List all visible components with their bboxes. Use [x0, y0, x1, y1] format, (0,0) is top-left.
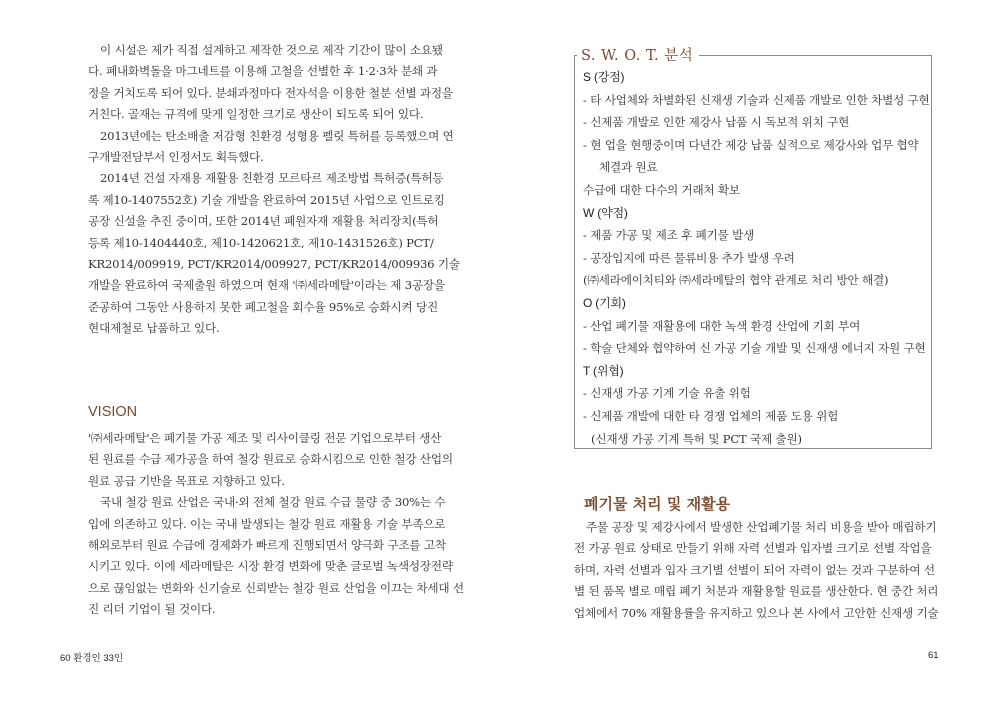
text-line: 원료 공급 기반을 목표로 지향하고 있다. [88, 473, 285, 488]
text-line: 공장 신설을 추진 중이며, 또한 2014년 폐원자재 재활용 처리장치(특허 [88, 214, 439, 229]
text-line: 정을 거치도록 되어 있다. 분쇄과정마다 전자석을 이용한 철분 선별 과정을 [88, 85, 453, 100]
swot-category-weaknesses: W (약점) [583, 205, 628, 220]
swot-note: (㈜세라에이치티와 ㈜세라메탈의 협약 관계로 처리 방안 해결) [583, 273, 889, 288]
text-line: 별 된 품목 별로 매립 폐기 처분과 재활용할 원료를 생산한다. 현 중간 처리 [574, 584, 939, 599]
text-line: 등록 제10-1404440호, 제10-1420621호, 제10-1431526호) PCT/ [88, 235, 434, 250]
swot-item-continued: 수급에 대한 다수의 거래처 확보 [583, 182, 740, 197]
text-line: 2014년 건설 자재용 재활용 친환경 모르타르 제조방법 특허증(특허등 [100, 171, 444, 186]
text-line: 현대제철로 납품하고 있다. [88, 321, 220, 336]
text-line: 시키고 있다. 이에 세라메탈은 시장 환경 변화에 맞춘 글로벌 녹색성장전략 [88, 559, 453, 574]
swot-item: - 제품 가공 및 제조 후 폐기물 발생 [583, 228, 755, 243]
text-line: 입에 의존하고 있다. 이는 국내 발생되는 철강 원료 재활용 기술 부족으로 [88, 516, 446, 531]
text-line: 전 가공 원료 상태로 만들기 위해 자력 선별과 입자별 크기로 선별 작업을 [574, 541, 932, 556]
text-line: 하며, 자력 선별과 입자 크기별 선별이 되어 자력이 없는 것과 구분하여 선 [574, 562, 935, 577]
text-line: 록 제10-1407552호) 기술 개발을 완료하여 2015년 사업으로 인트로킹 [88, 192, 445, 207]
recycle-heading: 폐기물 처리 및 재활용 [584, 495, 731, 513]
text-line: KR2014/009919, PCT/KR2014/009927, PCT/KR2014/009936 기술 [88, 257, 460, 272]
swot-item: - 현 업을 현행중이며 다년간 제강 납품 실적으로 제강사와 업무 협약 [583, 137, 919, 152]
text-line: 준공하여 그동안 사용하지 못한 폐고철을 회수율 95%로 승화시켜 당진 [88, 299, 439, 314]
text-line: 이 시설은 제가 직접 설계하고 제작한 것으로 제작 기간이 많이 소요됐 [100, 43, 443, 57]
vision-text [88, 428, 464, 621]
text-line: 구개발전담부서 인정서도 획득했다. [88, 150, 264, 165]
swot-item: - 공장입지에 따른 물류비용 추가 발생 우려 [583, 250, 795, 265]
page-number-right: 61 [928, 650, 939, 661]
vision-heading: VISION [88, 404, 138, 420]
swot-list [583, 66, 930, 450]
swot-item: - 학술 단체와 협약하여 신 가공 기술 개발 및 신재생 에너지 자원 구현 [583, 341, 926, 356]
text-line: 거친다. 골재는 규격에 맞게 일정한 크기로 생산이 되도록 되어 있다. [88, 107, 424, 122]
text-line: 해외로부터 원료 수급에 경제화가 빠르게 진행되면서 양극화 구조를 고착 [88, 538, 446, 553]
text-line: 개발을 완료하여 국제출원 하였으며 현재 '㈜세라메탈'이라는 제 3공장을 [88, 278, 445, 293]
text-line: 된 원료를 수급 제가공을 하여 철강 원료로 승화시킴으로 인한 철강 산업의 [88, 452, 453, 467]
swot-note: (신재생 가공 기계 특허 및 PCT 국제 출원) [591, 431, 802, 446]
text-line: 으로 끊임없는 변화와 신기술로 신뢰받는 철강 원료 산업을 이끄는 차세대 선 [88, 580, 464, 595]
text-line: 진 리더 기업이 될 것이다. [88, 602, 216, 617]
text-line: 다. 폐내화벽돌을 마그네트를 이용해 고철을 선별한 후 1·2·3차 분쇄 과 [88, 64, 438, 79]
swot-item: - 신제품 개발에 대한 타 경쟁 업체의 제품 도용 위험 [583, 408, 839, 423]
page-number-left: 60 환경인 33인 [60, 653, 124, 664]
swot-item: - 신재생 가공 기계 기술 유출 위험 [583, 386, 751, 401]
swot-title: S. W. O. T. 분석 [577, 44, 699, 65]
swot-category-strengths: S (강점) [583, 70, 625, 84]
swot-category-opportunities: O (기회) [583, 295, 626, 310]
recycle-text [574, 517, 939, 624]
swot-item: - 신제품 개발로 인한 제강사 납품 시 독보적 위치 구현 [583, 115, 850, 130]
swot-category-threats: T (위협) [583, 363, 624, 378]
text-line: '㈜세라메탈'은 폐기물 가공 제조 및 리사이클링 전문 기업으로부터 생산 [88, 431, 442, 445]
text-line: 2013년에는 탄소배출 저감형 친환경 성형용 펠릿 특허를 등록했으며 연 [100, 128, 454, 143]
swot-item: - 산업 폐기물 재활용에 대한 녹색 환경 산업에 기회 부여 [583, 318, 861, 333]
text-line: 주물 공장 및 제강사에서 발생한 산업폐기물 처리 비용을 받아 매립하기 [586, 520, 937, 534]
swot-item: - 타 사업체와 차별화된 신재생 기술과 신제품 개발로 인한 차별성 구현 [583, 92, 930, 107]
text-line: 업체에서 70% 재활용률을 유지하고 있으나 본 사에서 고안한 신재생 기술 [574, 605, 939, 620]
swot-item-continued: 체결과 원료 [599, 160, 658, 175]
intro-text [88, 40, 460, 340]
text-line: 국내 철강 원료 산업은 국내·외 전체 철강 원료 수급 물량 중 30%는 수 [100, 495, 446, 510]
